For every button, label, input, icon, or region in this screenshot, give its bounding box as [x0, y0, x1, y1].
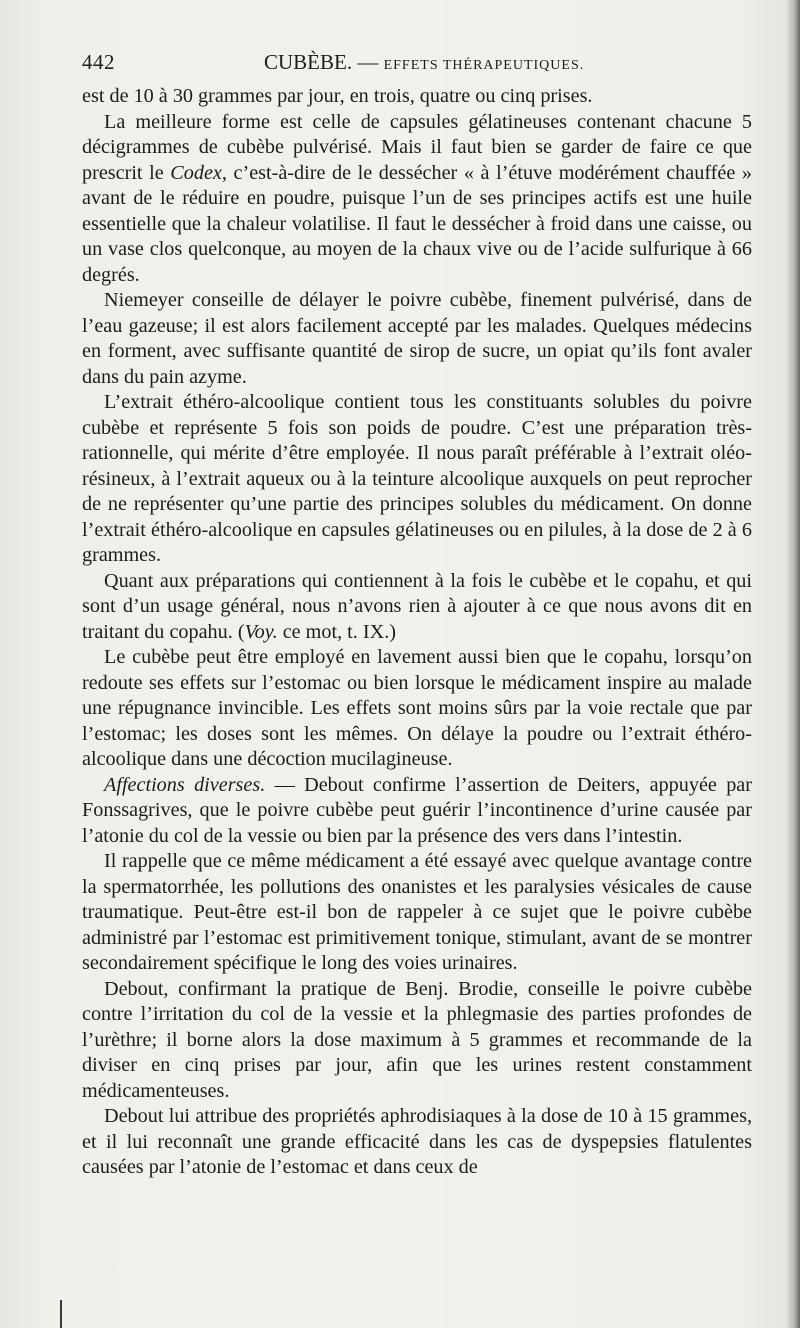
text-run: Debout, confirmant la pratique de Benj. Brodie, conseille le poivre cubèbe contre l’irritation du col de la vessie et la phlegmasie des parties profondes de l’urèthre; il borne alors la dose maximum à 5 grammes et recommande de la diviser en cinq prises par jour, afin que les urines restent constamment médicamenteuses. — [82, 977, 752, 1102]
text-run: L’extrait éthéro-alcoolique contient tous les constituants solubles du poivre cubèbe et représente 5 fois son poids de poudre. C’est une préparation très-rationnelle, qui mérite d’être employée. Il nous paraît préférable à l’extrait oléo-résineux, à l’extrait aqueux ou à la teinture alcoolique auxquels on peut reprocher de ne représenter qu’une partie des principes solubles du médicament. On donne l’extrait éthéro-alcoolique en capsules gélatineuses ou en pilules, à la dose de 2 à 6 grammes. — [82, 391, 752, 566]
running-title — [264, 50, 584, 75]
paragraph — [82, 390, 752, 569]
running-header — [82, 50, 752, 80]
text-run: Il rappelle que ce même médicament a été essayé avec quelque avantage contre la spermatorrhée, les pollutions des onanistes et les paralysies vésicales de cause traumatique. Peut-être est-il bon de rappeler à ce sujet que le poivre cubèbe administré par l’estomac est primitivement tonique, stimulant, avant de se montrer secondairement spécifique le long des voies urinaires. — [82, 850, 752, 974]
italic-text: Voy. — [244, 620, 278, 643]
running-title-dash: — — [352, 50, 384, 74]
page-edge-shadow — [786, 0, 800, 1328]
paragraph — [82, 849, 752, 977]
italic-text: Affections diverses. — [104, 773, 266, 796]
text-run: Debout lui attribue des propriétés aphrodisiaques à la dose de 10 à 15 grammes, et il lui reconnaît une grande efficacité dans les cas de dyspepsies flatulentes causées par l’atonie de l’estomac et dans ceux de — [82, 1105, 752, 1178]
text-run: ce mot, t. IX.) — [277, 620, 396, 643]
italic-text: Codex — [170, 161, 222, 184]
paragraph — [82, 110, 752, 289]
paragraph — [82, 84, 752, 110]
paragraph — [82, 288, 752, 390]
paragraph — [82, 645, 752, 773]
text-run: — Debout confirme l’assertion de Deiters, appuyée par Fonssagrives, que le poivre cubèbe peut guérir l’incontinence d’urine causée par l’atonie du col de la vessie ou bien par la présence des vers dans l’intestin. — [82, 773, 752, 847]
text-run: La meilleure forme est celle de capsules gélatineuses contenant chacune 5 décigrammes de cubèbe pulvérisé. Mais il faut bien se garder de faire ce que prescrit le — [82, 110, 752, 184]
paragraph — [82, 773, 752, 850]
text-run: Niemeyer conseille de délayer le poivre cubèbe, finement pulvérisé, dans de l’eau gazeuse; il est alors facilement accepté par les malades. Quelques médecins en forment, avec suffisante quantité de sirop de sucre, un opiat qu’ils font avaler dans du pain azyme. — [82, 289, 752, 388]
margin-mark — [60, 1300, 62, 1328]
paragraph — [82, 1104, 752, 1181]
paragraph — [82, 569, 752, 646]
running-title-section: EFFETS THÉRAPEUTIQUES. — [383, 58, 585, 73]
text-run: est de 10 à 30 grammes par jour, en trois, quatre ou cinq prises. — [82, 85, 593, 107]
page-number: 442 — [82, 50, 115, 74]
page-body-text — [82, 84, 752, 1181]
running-title-main: CUBÈBE. — [264, 50, 353, 74]
text-run: Quant aux préparations qui contiennent à la fois le cubèbe et le copahu, et qui sont d’un usage général, nous n’avons rien à ajouter à ce que nous avons dit en traitant du copahu. ( — [82, 569, 752, 643]
text-run: Le cubèbe peut être employé en lavement aussi bien que le copahu, lorsqu’on redoute ses effets sur l’estomac ou bien lorsque le médicament inspire au malade une répugnance invincible. Les effets sont moins sûrs par la voie rectale que par l’estomac; les doses sont les mêmes. On délaye la poudre ou l’extrait éthéro-alcoolique dans une décoction mucilagineuse. — [82, 646, 752, 770]
text-run: , c’est-à-dire de le dessécher « à l’étuve modérément chauffée » avant de le réduire en poudre, puisque l’un de ses principes actifs est une huile essentielle que la chaleur volatilise. Il faut le dessécher à froid dans une caisse, ou un vase clos quelconque, au moyen de la chaux vive ou de l’acide sulfurique à 66 degrés. — [82, 161, 753, 286]
paragraph — [82, 977, 752, 1105]
